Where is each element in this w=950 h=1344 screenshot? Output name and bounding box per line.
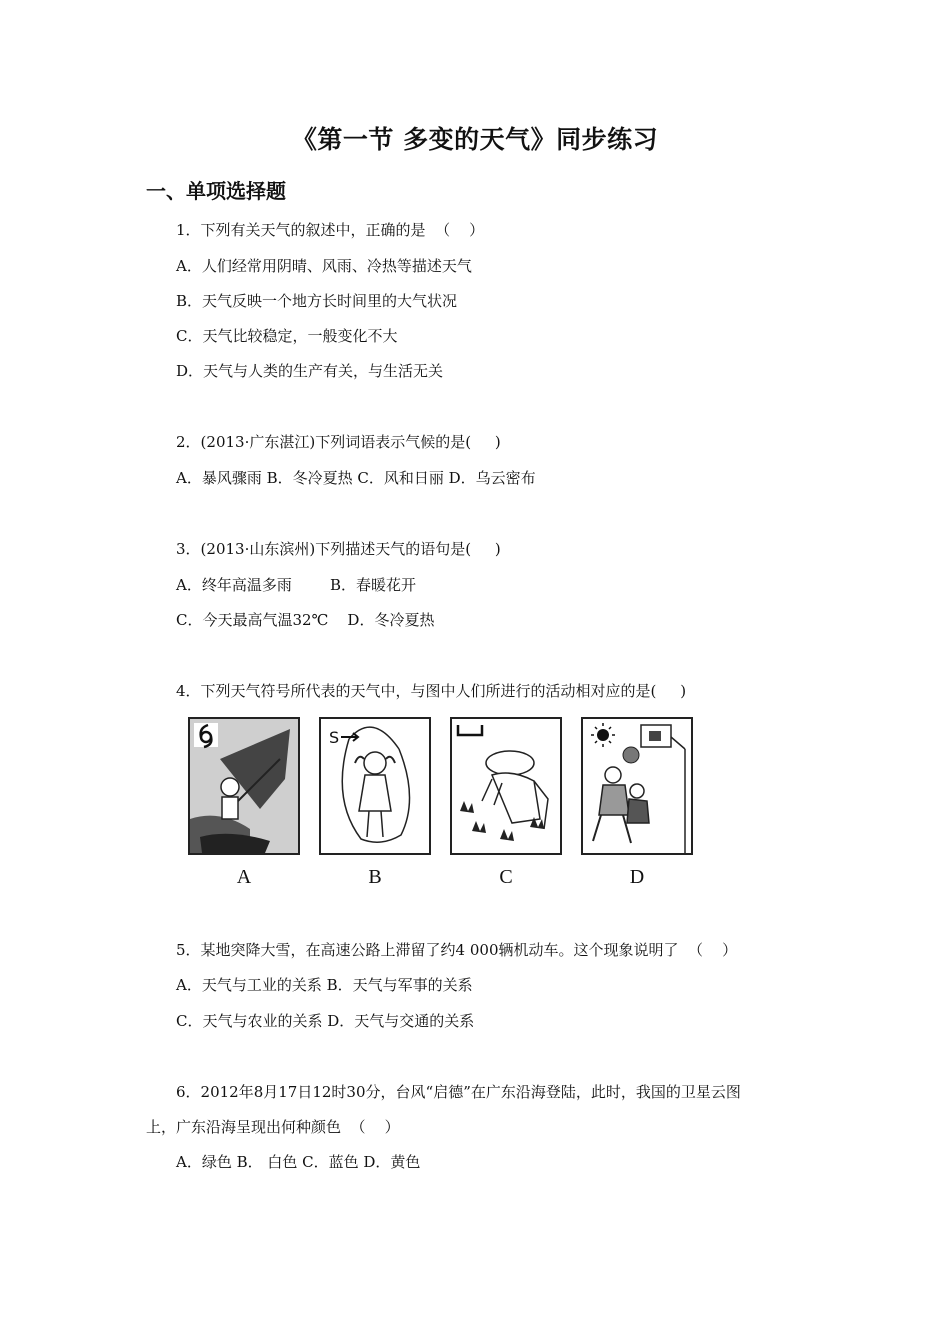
- question-1-stem: 1．下列有关天气的叙述中，正确的是 （ ）: [176, 221, 485, 239]
- question-2-stem: 2．(2013·广东湛江)下列词语表示气候的是( ): [176, 433, 501, 451]
- question-6-stem-line-2: 上，广东沿海呈现出何种颜色 （ ）: [146, 1118, 400, 1136]
- question-5-options-cd: C．天气与农业的关系 D．天气与交通的关系: [176, 1012, 475, 1030]
- panel-label-d: D: [629, 866, 645, 888]
- question-1-option-c: C．天气比较稳定，一般变化不大: [176, 327, 398, 345]
- panel-d-image: [581, 717, 693, 855]
- question-5-options-ab: A．天气与工业的关系 B．天气与军事的关系: [176, 976, 473, 994]
- question-1-option-b: B．天气反映一个地方长时间里的大气状况: [176, 292, 458, 310]
- question-6-options: A．绿色 B． 白色 C．蓝色 D．黄色: [176, 1153, 421, 1171]
- question-1-option-d: D．天气与人类的生产有关，与生活无关: [176, 362, 444, 380]
- section-heading: 一、单项选择题: [146, 179, 286, 203]
- page-title: 《第一节 多变的天气》同步练习: [291, 125, 659, 154]
- question-5-stem: 5．某地突降大雪，在高速公路上滞留了约4 000辆机动车。这个现象说明了 （ ）: [176, 941, 738, 959]
- typhoon-symbol-icon: [194, 723, 218, 747]
- panel-b-image: [319, 717, 431, 855]
- question-3-stem: 3．(2013·山东滨州)下列描述天气的语句是( ): [176, 540, 501, 558]
- question-3-options-ab: A．终年高温多雨 B．春暖花开: [176, 576, 417, 594]
- question-3-options-cd: C．今天最高气温32℃ D．冬冷夏热: [176, 611, 435, 629]
- svg-text:S: S: [329, 728, 340, 747]
- question-4-stem: 4．下列天气符号所代表的天气中，与图中人们所进行的活动相对应的是( ): [176, 682, 687, 700]
- panel-c-image: [450, 717, 562, 855]
- panel-a-image: [188, 717, 300, 855]
- question-1-option-a: A．人们经常用阴晴、风雨、冷热等描述天气: [176, 257, 472, 275]
- panel-label-b: B: [368, 866, 382, 888]
- panel-label-c: C: [499, 866, 513, 888]
- question-6-stem-line-1: 6．2012年8月17日12时30分，台风“启德”在广东沿海登陆，此时，我国的卫星云图: [176, 1083, 741, 1101]
- panel-label-a: A: [236, 866, 252, 888]
- question-2-options: A．暴风骤雨 B．冬冷夏热 C．风和日丽 D．乌云密布: [176, 469, 536, 487]
